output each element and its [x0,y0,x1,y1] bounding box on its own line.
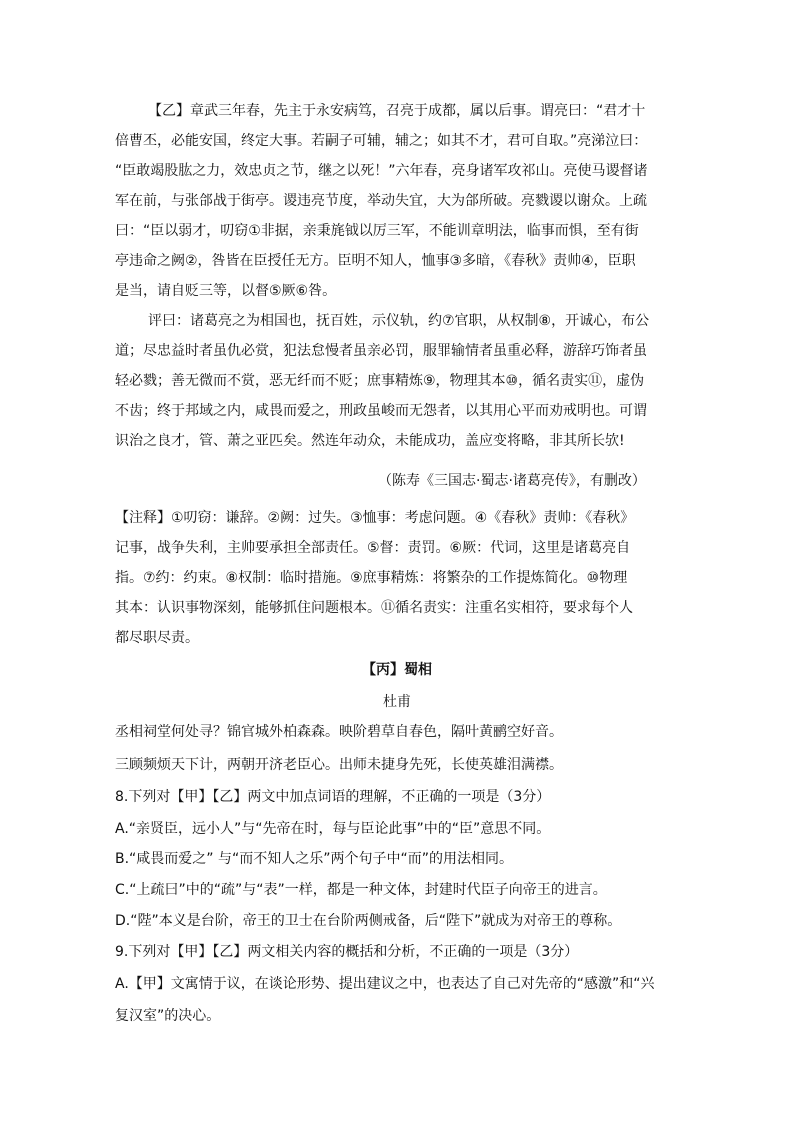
poem-line: 丞相祠堂何处寻？锦官城外柏森森。映阶碧草自春色，隔叶黄鹂空好音。 [115,724,563,740]
note-line: 指。⑦约：约束。⑧权制：临时措施。⑨庶事精炼：将繁杂的工作提炼简化。⑩物理 [115,570,628,586]
passage-line: 亭违命之阙②，咎皆在臣授任无方。臣明不知人，恤事③多暗，《春秋》责帅④，臣职 [115,253,636,269]
passage-line: 倍曹丕，必能安国，终定大事。若嗣子可辅，辅之；如其不才，君可自取。”亮涕泣曰： [115,133,648,149]
note-line: 记事，战争失利，主帅要承担全部责任。⑤督：责罚。⑥厥：代词，这里是诸葛亮自 [115,540,631,556]
option-d: D.“陛”本义是台阶，帝王的卫士在台阶两侧戒备，后“陛下”就成为对帝王的尊称。 [115,913,622,929]
source-citation: （陈寿《三国志·蜀志·诸葛亮传》，有删改） [378,473,646,489]
poem-title: 【丙】蜀相 [362,662,432,678]
passage-line: 【乙】章武三年春，先主于永安病笃，召亮于成都，属以后事。谓亮曰：“君才十 [148,103,646,119]
option-c: C.“上疏曰”中的“疏”与“表”一样，都是一种文体，封建时代臣子向帝王的进言。 [115,882,607,898]
passage-line: 是当，请自贬三等，以督⑤厥⑥咎。 [115,283,337,299]
passage-line: “臣敢竭股肱之力，效忠贞之节，继之以死！”六年春，亮身诸军攻祁山。亮使马谡督诸 [115,163,648,179]
option-b: B.“咸畏而爱之” 与“而不知人之乐”两个句子中“而”的用法相同。 [115,851,514,867]
question-8-stem: 8.下列对【甲】【乙】两文中加点词语的理解，不正确的一项是（3分） [115,789,551,805]
passage-line: 曰：“臣以弱才，叨窃①非据，亲秉旄钺以厉三军，不能训章明法，临事而惧，至有街 [115,223,639,239]
option-a: A.【甲】文寓情于议，在谈论形势、提出建议之中，也表达了自己对先帝的“感激”和“兴 [115,976,655,992]
passage-line: 军在前，与张郃战于街亭。谡违亮节度，举动失宜，大为郃所破。亮戮谡以谢众。上疏 [115,193,647,209]
commentary-line: 道；尽忠益时者虽仇必赏，犯法怠慢者虽亲必罚，服罪输情者虽重必释，游辞巧饰者虽 [115,343,647,359]
note-line: 其本：认识事物深刻，能够抓住问题根本。⑪循名责实：注重名实相符，要求每个人 [115,600,633,616]
poem-line: 三顾频烦天下计，两朝开济老臣心。出师未捷身先死，长使英雄泪满襟。 [115,757,563,773]
question-9-stem: 9.下列对【甲】【乙】两文相关内容的概括和分析，不正确的一项是（3分） [115,944,579,960]
commentary-line: 识治之良才，管、萧之亚匹矣。然连年动众，未能成功，盖应变将略，非其所长欤! [115,433,625,449]
option-a: A.“亲贤臣，远小人”与“先帝在时，每与臣论此事”中的“臣”意思不同。 [115,821,551,837]
note-line: 【注释】①叨窃：谦辞。②阙：过失。③恤事：考虑问题。④《春秋》责帅：《春秋》 [115,510,635,526]
commentary-line: 轻必戮；善无微而不赏，恶无纤而不贬；庶事精炼⑨，物理其本⑩，循名责实⑪，虚伪 [115,373,645,389]
commentary-line: 评曰：诸葛亮之为相国也，抚百姓，示仪轨，约⑦官职，从权制⑧，开诚心，布公 [148,313,650,329]
note-line: 都尽职尽责。 [115,630,199,646]
poem-author: 杜甫 [383,694,411,710]
commentary-line: 不齿；终于邦域之内，咸畏而爱之，刑政虽峻而无怨者，以其用心平而劝戒明也。可谓 [115,403,647,419]
option-a-cont: 复汉室”的决心。 [115,1008,221,1024]
